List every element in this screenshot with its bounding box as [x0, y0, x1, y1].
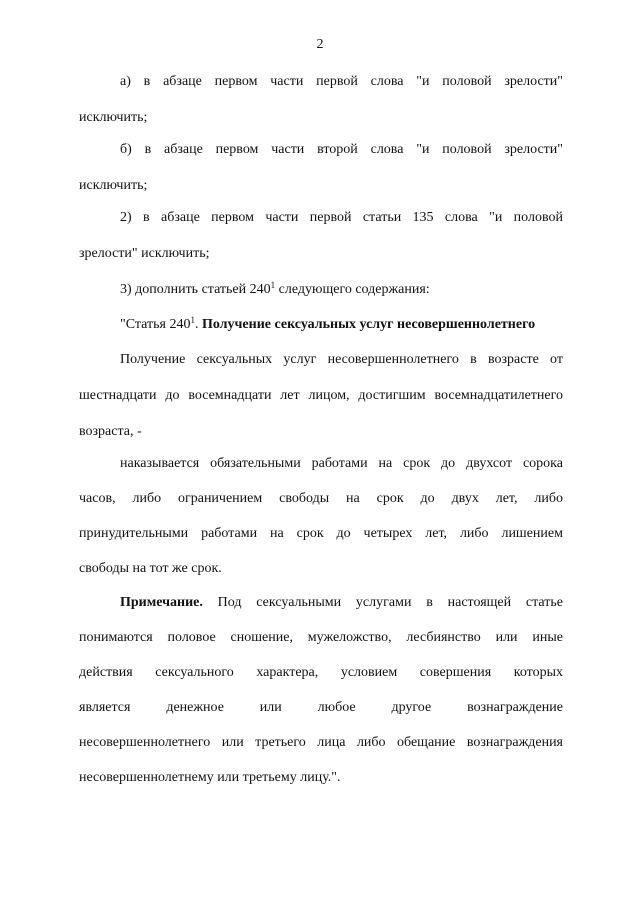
text-line: исключить;: [79, 178, 148, 193]
text-line: понимаются половое сношение, мужеложство, лесбиянство или иные: [79, 630, 563, 645]
text-line: несовершеннолетнего или третьего лица либо обещание вознаграждения: [79, 735, 563, 750]
text-line: часов, либо ограничением свободы на срок до двух лет, либо: [79, 491, 563, 506]
text-line: а) в абзаце первом части первой слова "и половой зрелости": [120, 74, 563, 89]
text-line: возраста, -: [79, 424, 142, 439]
paragraph-b: [79, 141, 563, 195]
paragraph-3: [79, 281, 563, 299]
article-body: [79, 351, 563, 441]
text-line: исключить;: [79, 110, 148, 125]
superscript: 1: [190, 315, 195, 325]
text-line: [79, 281, 563, 299]
note-label: Примечание.: [120, 595, 203, 610]
text-fragment: следующего содержания:: [275, 282, 430, 297]
text-line: является денежное или любое другое вознаграждение: [79, 700, 563, 715]
text-line: принудительными работами на срок до четырех лет, либо лишением: [79, 526, 563, 541]
text-line: б) в абзаце первом части второй слова "и половой зрелости": [120, 142, 563, 157]
punishment-paragraph: [79, 455, 563, 578]
paragraph-a: [79, 73, 563, 127]
text-line: [79, 316, 563, 334]
text-line: Получение сексуальных услуг несовершеннолетнего в возрасте от: [120, 352, 563, 367]
text-line: шестнадцати до восемнадцати лет лицом, достигшим восемнадцатилетнего: [79, 388, 563, 403]
text-line: свободы на тот же срок.: [79, 561, 222, 576]
text-line: 2) в абзаце первом части первой статьи 135 слова "и половой: [120, 210, 563, 225]
text-line: [79, 594, 563, 612]
superscript: 1: [270, 280, 276, 290]
text-line: наказывается обязательными работами на срок до двухсот сорока: [120, 456, 563, 471]
text-fragment: .: [194, 317, 202, 332]
page-number: 2: [316, 37, 324, 52]
text-fragment: 3) дополнить статьей 240: [120, 282, 271, 297]
note-paragraph: [79, 594, 563, 787]
text-fragment: "Статья 240: [120, 317, 191, 332]
text-line: несовершеннолетнему или третьему лицу.".: [79, 770, 341, 785]
text-line: действия сексуального характера, условием совершения которых: [79, 665, 563, 680]
text-line: зрелости" исключить;: [79, 246, 210, 261]
paragraph-2: [79, 209, 563, 263]
article-heading: [79, 316, 563, 334]
article-title: Получение сексуальных услуг несовершеннолетнего: [201, 317, 536, 332]
text-fragment: Под сексуальными услугами в настоящей статье: [202, 595, 563, 610]
